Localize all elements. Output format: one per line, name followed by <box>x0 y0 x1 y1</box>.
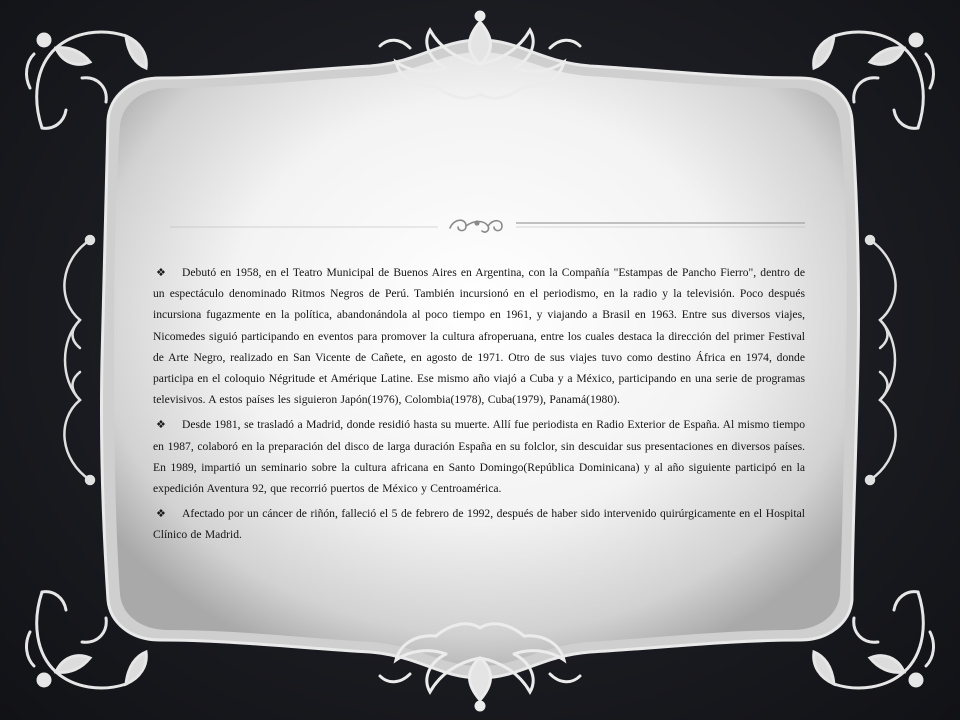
right-side-ornament <box>850 230 930 490</box>
diamond-fleur-bullet-icon: ❖ <box>156 507 166 521</box>
bullet-paragraph-1 <box>153 262 805 410</box>
bottom-left-corner-ornament <box>22 572 172 702</box>
left-side-ornament <box>30 230 110 490</box>
paragraph-text-3: Afectado por un cáncer de riñón, falleció el 5 de febrero de 1992, después de haber sido intervenido quirúrgicamente en el Hospital Clínico de Madrid. <box>153 507 805 542</box>
paragraph-text-2: Desde 1981, se trasladó a Madrid, donde residió hasta su muerte. Allí fue periodista en Radio Exterior de España. Al mismo tiempo en 1987, colaboró en la preparación del disco de larga duración España en su folclor, sin descuidar sus presentaciones en diversos países. En 1989, impartió un seminario sobre la cultura africana en Santo Domingo(República Dominicana) y al año siguiente participó en la expedición Aventura 92, que recorrió puertos de México y Centroamérica. <box>153 418 805 496</box>
body-text-block <box>153 262 805 550</box>
top-right-corner-ornament <box>788 18 938 148</box>
diamond-fleur-bullet-icon: ❖ <box>156 266 166 279</box>
scroll-flourish-icon <box>450 220 502 232</box>
paragraph-text-1: Debutó en 1958, en el Teatro Municipal de Buenos Aires en Argentina, con la Compañía "Estampas de Pancho Fierro", dentro de un espectáculo denominado Ritmos Negros de Perú. También incursionó en el periodismo, en la radio y la televisión. Poco después incursiona fugazmente en la política, abandonándola al poco tiempo en 1961, y viajando a Brasil en 1963. Entre sus diversos viajes, Nicomedes siguió participando en eventos para promover la cultura afroperuana, entre los cuales destaca la dirección del primer Festival de Arte Negro, realizado en San Vicente de Cañete, en agosto de 1971. Otro de sus viajes tuvo como destino África en 1974, donde participa en el coloquio Négritude et Amérique Latine. Ese mismo año viajó a Cuba y a México, participando en una serie de programas televisivos. A estos países les siguieron Japón(1976), Colombia(1978), Cuba(1979), Panamá(1980). <box>153 266 805 407</box>
top-crest-ornament <box>370 8 590 112</box>
bullet-paragraph-3 <box>153 503 805 545</box>
top-left-corner-ornament <box>22 18 172 148</box>
bottom-right-corner-ornament <box>788 572 938 702</box>
title-divider <box>170 210 805 240</box>
bottom-crest-ornament <box>370 610 590 714</box>
diamond-fleur-bullet-icon: ❖ <box>156 418 166 432</box>
bullet-paragraph-2 <box>153 414 805 499</box>
